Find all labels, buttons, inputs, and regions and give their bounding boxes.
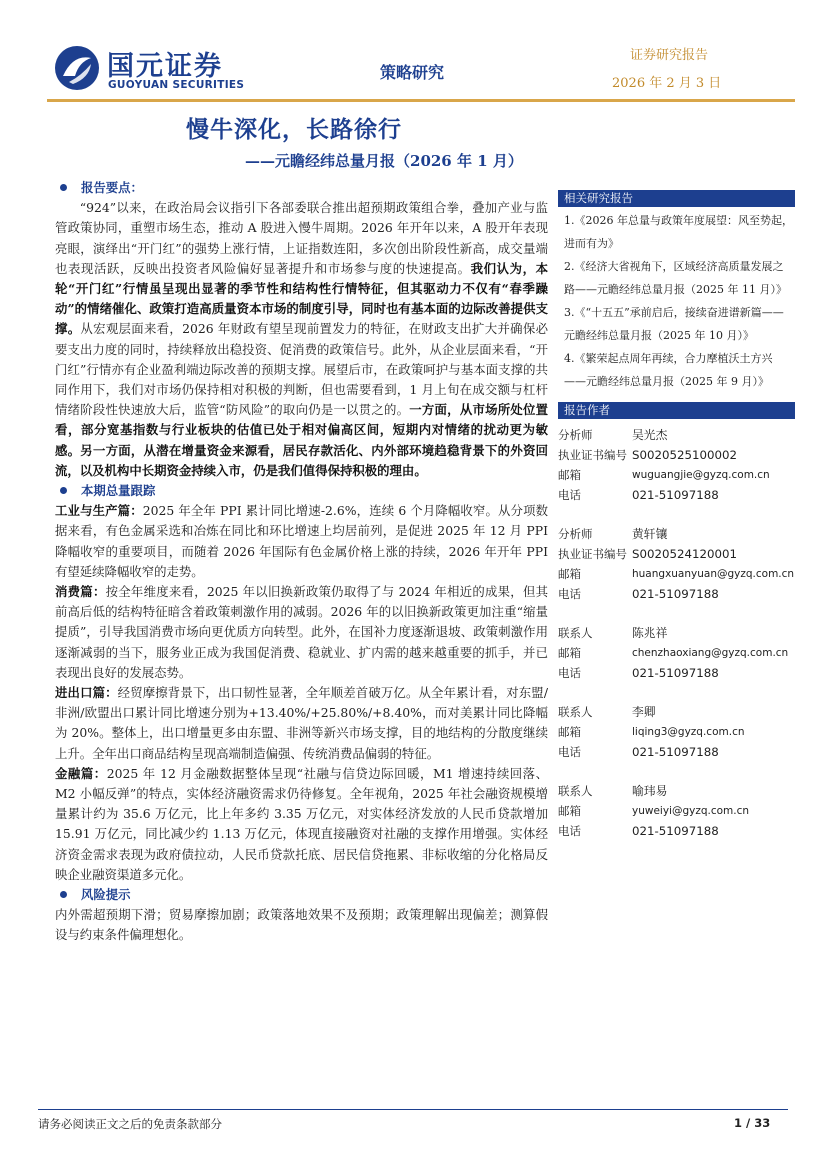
report-title: 慢牛深化，长路徐行: [186, 116, 402, 143]
related-report-item[interactable]: 2.《经济大省视角下，区域经济高质量发展之路——元瞻经纬总量月报（2025 年 11 月）》: [564, 260, 787, 296]
related-report-item[interactable]: 1.《2026 年总量与政策年度展望：风至势起，进而有为》: [564, 214, 793, 250]
company-logo: [55, 44, 265, 100]
industry-paragraph: 工业与生产篇：2025 年全年 PPI 累计同比增速-2.6%，连续 6 个月降幅收窄。从分项数据来看，有色金属采选和冶炼在同比和环比增速上均居前列，是促进 2025 年 12 月 PPI 降幅收窄的重要项目，而随着 2026 年国际有色金属价格上涨的持续，2026 年开年 PPI 有望延续降幅收窄的走势。: [55, 503, 549, 579]
bullet-icon: [60, 487, 67, 494]
license-number: S0020524120001: [632, 547, 738, 561]
related-report-item[interactable]: 3.《“十五五”承前启后，接续奋进谱新篇——元瞻经纬总量月报（2025 年 10 月）》: [564, 306, 784, 342]
consumption-paragraph: 消费篇：按全年维度来看，2025 年以旧换新政策仍取得了与 2024 年相近的成果，但其前高后低的结构特征暗含着政策刺激作用的减弱。2026 年的以旧换新政策更加注重“缩量提质”，引导我国消费市场向更优质方向转型。此外，在国补力度逐渐退坡、政策刺激作用逐渐减弱的当下，服务业正成为我国促消费、稳就业、扩内需的越来越重要的抓手，并已表现出良好的发展态势。: [55, 584, 549, 680]
author-email[interactable]: liqing3@gyzq.com.cn: [632, 726, 745, 738]
author-phone: 021-51097188: [632, 824, 719, 838]
related-reports-list: [558, 207, 795, 393]
phone-label: 电话: [558, 824, 581, 838]
bullet-icon: [60, 891, 67, 898]
author-role: 分析师: [558, 527, 593, 541]
author-role: 联系人: [558, 784, 593, 798]
sidebar: [558, 190, 795, 860]
author-phone: 021-51097188: [632, 587, 719, 601]
author-phone: 021-51097188: [632, 666, 719, 680]
email-label: 邮箱: [558, 725, 581, 739]
author-name: 黄轩镶: [632, 527, 668, 541]
page-number: 1 / 33: [734, 1116, 771, 1130]
author-name: 喻玮易: [632, 784, 668, 798]
author-role: 联系人: [558, 626, 593, 640]
main-content: [55, 178, 548, 946]
section-label: 策略研究: [380, 63, 445, 82]
risk-paragraph: 内外需超预期下滑；贸易摩擦加剧；政策落地效果不及预期；政策理解出现偏差；测算假设与约束条件偏理想化。: [55, 907, 548, 943]
license-label: 执业证书编号: [558, 448, 627, 462]
author-block: [558, 524, 795, 604]
logo-text-en: GUOYUAN SECURITIES: [108, 79, 245, 91]
phone-label: 电话: [558, 488, 581, 502]
license-label: 执业证书编号: [558, 547, 627, 561]
author-email[interactable]: chenzhaoxiang@gyzq.com.cn: [632, 647, 789, 659]
logo-emblem-icon: [55, 46, 99, 90]
email-label: 邮箱: [558, 567, 581, 581]
risk-heading: 风险提示: [55, 885, 548, 905]
author-email[interactable]: yuweiyi@gyzq.com.cn: [632, 805, 750, 817]
email-label: 邮箱: [558, 468, 581, 482]
author-email[interactable]: wuguangjie@gyzq.com.cn: [632, 469, 770, 481]
email-label: 邮箱: [558, 804, 581, 818]
phone-label: 电话: [558, 587, 581, 601]
license-number: S0020525100002: [632, 448, 738, 462]
phone-label: 电话: [558, 666, 581, 680]
trade-paragraph: 进出口篇：经贸摩擦背景下，出口韧性显著，全年顺差首破万亿。从全年累计看，对东盟/非洲/欧盟出口累计同比增速分别为+13.40%/+25.80%/+8.40%，而对美累计同比降幅为 20%。整体上，出口增量更多由东盟、非洲等新兴市场支撑，目的地结构的分散度继续上升。全年出口商品结构呈现高端制造偏强、传统消费品偏弱的特征。: [55, 685, 548, 761]
author-block: [558, 425, 795, 505]
phone-label: 电话: [558, 745, 581, 759]
report-date: 2026 年 2 月 3 日: [612, 76, 722, 91]
author-role: 分析师: [558, 428, 593, 442]
author-name: 李卿: [632, 705, 656, 719]
report-type: 证券研究报告: [630, 48, 709, 63]
header-divider: [47, 99, 795, 102]
tracking-heading: 本期总量跟踪: [55, 481, 548, 501]
bullet-icon: [60, 184, 67, 191]
authors-heading: 报告作者: [558, 402, 795, 419]
footer-divider: [38, 1109, 788, 1110]
author-phone: 021-51097188: [632, 488, 719, 502]
summary-heading: 报告要点：: [55, 178, 548, 198]
author-phone: 021-51097188: [632, 745, 719, 759]
finance-paragraph: 金融篇：2025 年 12 月金融数据整体呈现“社融与信贷边际回暖，M1 增速持续回落、M2 小幅反弹”的特点，实体经济融资需求仍待修复。全年视角，2025 年社会融资规模增量累计约为 35.6 万亿元，比上年多约 3.35 万亿元，对实体经济发放的人民币贷款增加 15.91 万亿元，同比减少约 1.13 万亿元，体现直接融资对社融的支撑作用增强。实体经济资金需求表现为政府债拉动，人民币贷款托底、居民信贷拖累、非标收缩的分化格局反映企业融资渠道多元化。: [55, 765, 548, 882]
logo-text-cn: 国元证券: [107, 51, 223, 82]
footer-disclaimer: 请务必阅读正文之后的免责条款部分: [38, 1117, 222, 1131]
author-name: 吴光杰: [632, 428, 668, 442]
summary-paragraph: “924”以来，在政治局会议指引下各部委联合推出超预期政策组合拳，叠加产业与监管政策协同，重塑市场生态，推动 A 股进入慢牛周期。2026 年开年以来，A 股开年表现亮眼，演绎出“开门红”的强势上涨行情，上证指数连阳，多次创出阶段性新高，成交量端也表现活跃，反映出投资者风险偏好显著提升和市场参与度的快速提高。我们认为，本轮“开门红”行情虽呈现出显著的季节性和结构性行情特征，但其驱动力不仅有“春季躁动”的情绪催化、政策打造高质量资本市场的制度引导，同时也有基本面的边际改善提供支撑。从宏观层面来看，2026 年财政有望呈现前置发力的特征，在财政支出扩大并确保必要支出力度的同时，持续释放出稳投资、促消费的政策信号。此外，从企业层面来看，“开门红”行情亦有企业盈利端边际改善的预期支撑。展望后市，在政策呵护与基本面支撑的共同作用下，我们对市场仍保持相对积极的判断，但也需要看到，1 月上旬在成交额与杠杆情绪阶段性快速放大后，监管“防风险”的取向仍是一以贯之的。一方面，从市场所处位置看，部分宽基指数与行业板块的估值已处于相对偏高区间，短期内对情绪的扰动更为敏感。另一方面，从潜在增量资金来源看，居民存款活化、内外部环境趋稳背景下的外资回流，以及机构中长期资金持续入市，仍是我们值得保持积极的理由。: [55, 200, 549, 478]
author-block: [558, 702, 795, 762]
report-subtitle: ——元瞻经纬总量月报（2026 年 1 月）: [245, 152, 523, 170]
email-label: 邮箱: [558, 646, 581, 660]
author-name: 陈兆祥: [632, 626, 668, 640]
author-block: [558, 781, 795, 841]
author-email[interactable]: huangxuanyuan@gyzq.com.cn: [632, 568, 795, 580]
author-role: 联系人: [558, 705, 593, 719]
author-block: [558, 623, 795, 683]
related-reports-heading: 相关研究报告: [558, 190, 795, 207]
related-report-item[interactable]: 4.《繁荣起点周年再续，合力摩植沃土方兴——元瞻经纬总量月报（2025 年 9 月）》: [564, 352, 773, 388]
authors-list: [558, 425, 795, 841]
